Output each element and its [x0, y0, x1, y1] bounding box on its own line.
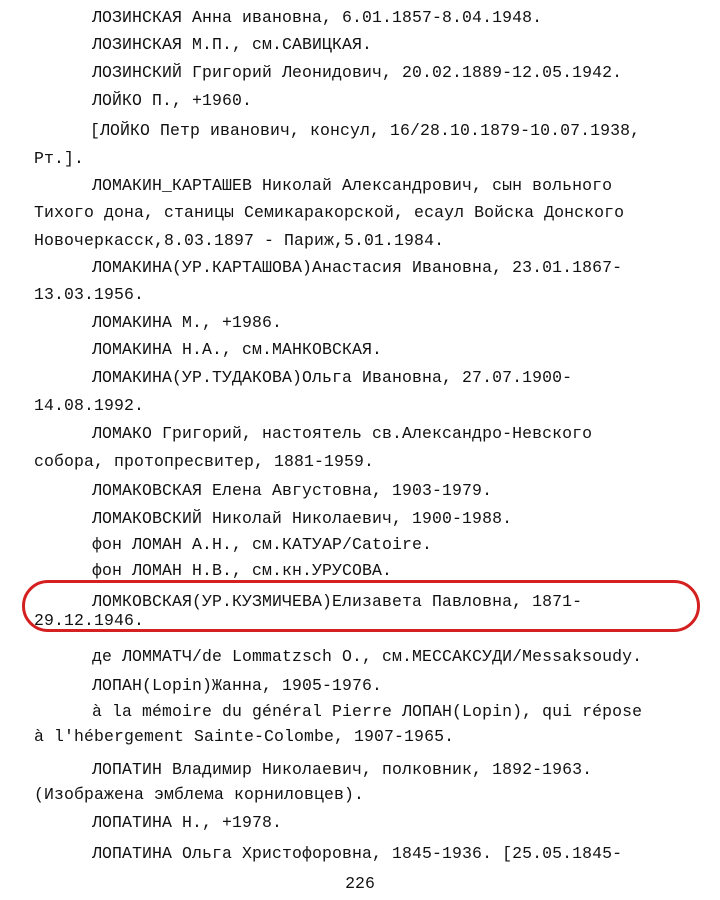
- entry-line: à la mémoire du général Pierre ЛОПАН(Lopin), qui répose: [92, 702, 643, 721]
- entry-line: ЛОЙКО П., +1960.: [92, 91, 253, 110]
- entry-line: ЛОМАКО Григорий, настоятель св.Александро-Невского: [92, 424, 593, 443]
- entry-line: фон ЛОМАН А.Н., см.КАТУАР/Catoire.: [92, 535, 433, 554]
- entry-line: ЛОПАН(Lopin)Жанна, 1905-1976.: [92, 676, 383, 695]
- entry-line: ЛОМАКОВСКИЙ Николай Николаевич, 1900-1988.: [92, 509, 513, 528]
- entry-line: ЛОПАТИН Владимир Николаевич, полковник, 1892-1963.: [92, 760, 593, 779]
- entry-line: ЛОМАКИНА Н.А., см.МАНКОВСКАЯ.: [92, 340, 383, 359]
- entry-line: ЛОМАКОВСКАЯ Елена Августовна, 1903-1979.: [92, 481, 493, 500]
- entry-line: (Изображена эмблема корниловцев).: [34, 785, 365, 804]
- entry-line: ЛОПАТИНА Н., +1978.: [92, 813, 283, 832]
- page-number: 226: [345, 874, 375, 893]
- red-highlight-oval: [22, 580, 700, 632]
- entry-line: ЛОЗИНСКАЯ Анна ивановна, 6.01.1857-8.04.1948.: [92, 8, 543, 27]
- entry-line: à l'hébergement Sainte-Colombe, 1907-1965.: [34, 727, 455, 746]
- entry-line: Тихого дона, станицы Семикаракорской, есаул Войска Донского: [34, 203, 625, 222]
- entry-line: ЛОМАКИНА(УР.КАРТАШОВА)Анастасия Ивановна, 23.01.1867-: [92, 258, 623, 277]
- entry-line: де ЛОММАТЧ/de Lommatzsch О., см.МЕССАКСУДИ/Messaksoudy.: [92, 647, 643, 666]
- entry-line: 13.03.1956.: [34, 285, 145, 304]
- entry-line: ЛОПАТИНА Ольга Христофоровна, 1845-1936. [25.05.1845-: [92, 844, 623, 863]
- entry-line: [ЛОЙКО Петр иванович, консул, 16/28.10.1879-10.07.1938,: [90, 121, 641, 140]
- entry-line: 14.08.1992.: [34, 396, 145, 415]
- highlighted-entry-line: ЛОМКОВСКАЯ(УР.КУЗМИЧЕВА)Елизавета Павловна, 1871-: [92, 592, 583, 611]
- highlighted-entry-line: 29.12.1946.: [34, 611, 145, 630]
- entry-line: Новочеркасск,8.03.1897 - Париж,5.01.1984.: [34, 231, 445, 250]
- entry-line: ЛОМАКИНА М., +1986.: [92, 313, 283, 332]
- entry-line: ЛОЗИНСКАЯ М.П., см.САВИЦКАЯ.: [92, 35, 373, 54]
- entry-line: ЛОМАКИН_КАРТАШЕВ Николай Александрович, сын вольного: [92, 176, 613, 195]
- entry-line: собора, протопресвитер, 1881-1959.: [34, 452, 375, 471]
- entry-line: ЛОЗИНСКИЙ Григорий Леонидович, 20.02.1889-12.05.1942.: [92, 63, 623, 82]
- entry-line: фон ЛОМАН Н.В., см.кн.УРУСОВА.: [92, 561, 393, 580]
- entry-line: Рт.].: [34, 149, 85, 168]
- entry-line: ЛОМАКИНА(УР.ТУДАКОВА)Ольга Ивановна, 27.07.1900-: [92, 368, 573, 387]
